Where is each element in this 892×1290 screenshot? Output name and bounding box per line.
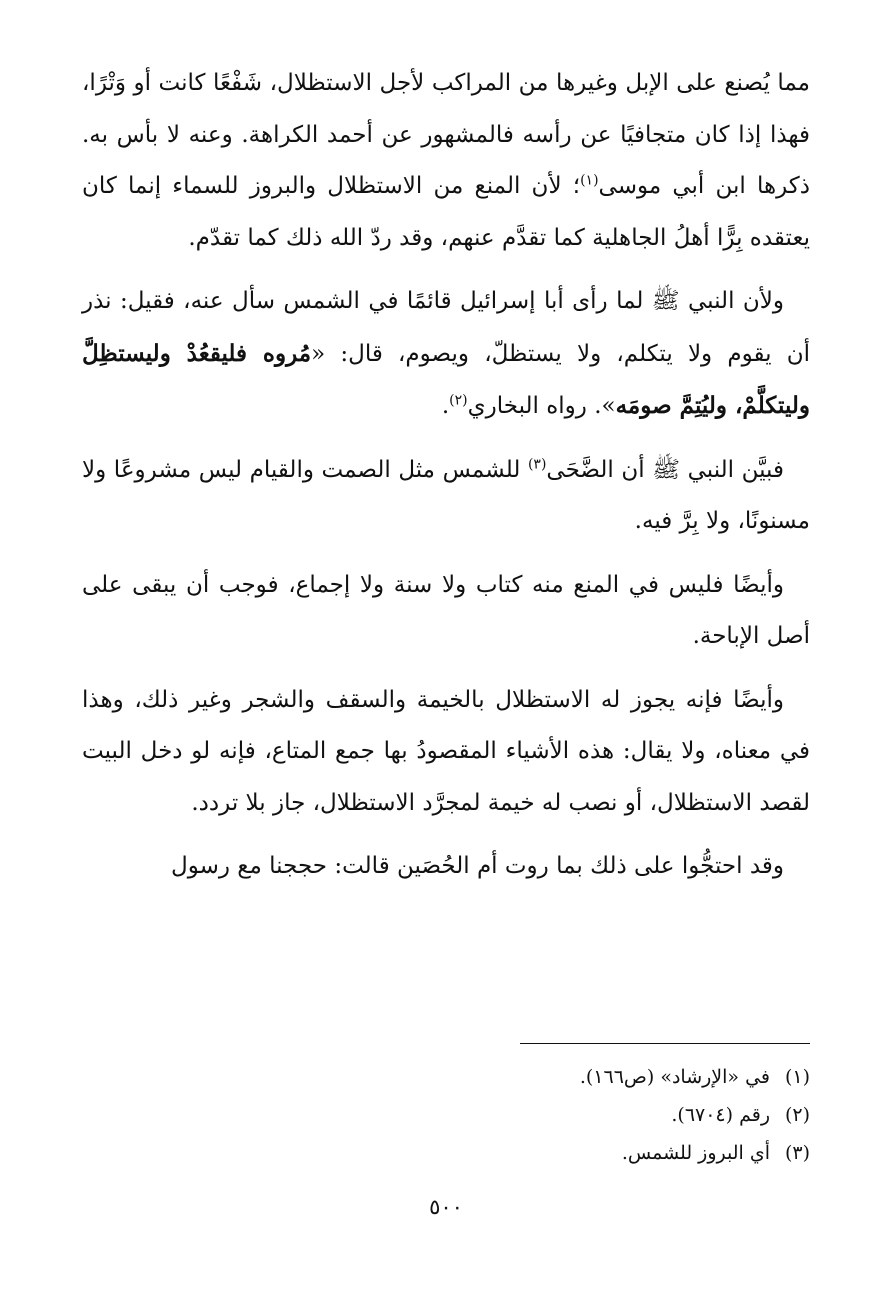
footnote-3-text: أي البروز للشمس. bbox=[621, 1142, 770, 1164]
paragraph-6-text: وقد احتجُّوا على ذلك بما روت أم الحُصَين قالت: حججنا مع رسول bbox=[171, 853, 784, 879]
footnote-3-number: (٣) bbox=[784, 1142, 810, 1164]
paragraph-3-text: فبيَّن النبي ﷺ أن الضَّحَى bbox=[546, 456, 784, 483]
footnotes bbox=[82, 1058, 810, 1172]
paragraph-1 bbox=[82, 58, 810, 264]
paragraph-2-end: . bbox=[441, 393, 450, 419]
paragraph-2 bbox=[82, 276, 810, 433]
book-page bbox=[82, 0, 810, 1290]
footnote-ref-1: (١) bbox=[580, 172, 599, 189]
paragraph-4-text: وأيضًا فليس في المنع منه كتاب ولا سنة ولا إجماع، فوجب أن يبقى على أصل الإباحة. bbox=[82, 571, 810, 649]
paragraph-3-text-continued: للشمس مثل الصمت والقيام ليس مشروعًا ولا مسنونًا، ولا بِرَّ فيه. bbox=[82, 456, 810, 534]
footnote-divider bbox=[520, 1043, 810, 1044]
footnote-2-text: رقم (٦٧٠٤). bbox=[671, 1104, 770, 1126]
paragraph-2-text: ولأن النبي ﷺ لما رأى أبا إسرائيل قائمًا في الشمس سأل عنه، فقيل: نذر أن يقوم ولا يتكلم، ولا يستظلّ، ويصوم، قال: « bbox=[82, 288, 810, 367]
paragraph-2-citation: ». رواه البخاري bbox=[467, 393, 616, 419]
footnote-2-number: (٢) bbox=[784, 1104, 810, 1126]
paragraph-3 bbox=[82, 445, 810, 548]
footnote-1 bbox=[82, 1058, 810, 1096]
page-number: ٥٠٠ bbox=[429, 1195, 463, 1219]
paragraph-1-text-continued: ؛ لأن المنع من الاستظلال والبروز للسماء إنما كان يعتقده بِرًّا أهلُ الجاهلية كما تقدَّم عنهم، وقد ردّ الله ذلك كما تقدّم. bbox=[82, 173, 810, 251]
footnote-1-number: (١) bbox=[784, 1066, 810, 1088]
main-text bbox=[82, 58, 810, 905]
paragraph-5-text: وأيضًا فإنه يجوز له الاستظلال بالخيمة والسقف والشجر وغير ذلك، وهذا في معناه، ولا يقال: هذه الأشياء المقصودُ بها جمع المتاع، فإنه لو دخل البيت لقصد الاستظلال، أو نصب له خيمة لمجرَّد الاستظلال، جاز بلا تردد. bbox=[82, 686, 810, 816]
footnote-1-text: في «الإرشاد» (ص١٦٦). bbox=[579, 1066, 770, 1088]
hadith-quote: مُروه فليقعُدْ وليستظِلَّ وليتكلَّمْ، وليُتِمَّ صومَه bbox=[82, 339, 810, 419]
paragraph-1-text: مما يُصنع على الإبل وغيرها من المراكب لأجل الاستظلال، شَفْعًا كانت أو وَتْرًا، فهذا إذا كان متجافيًا عن رأسه فالمشهور عن أحمد الكراهة. وعنه لا بأس به. ذكرها ابن أبي موسى bbox=[82, 70, 811, 199]
footnote-3 bbox=[82, 1134, 810, 1172]
paragraph-5 bbox=[82, 675, 810, 830]
paragraph-6 bbox=[82, 841, 810, 893]
footnote-ref-3: (٣) bbox=[527, 455, 547, 472]
footnote-2 bbox=[82, 1096, 810, 1134]
paragraph-4 bbox=[82, 560, 810, 663]
footnote-ref-2: (٢) bbox=[449, 392, 468, 409]
